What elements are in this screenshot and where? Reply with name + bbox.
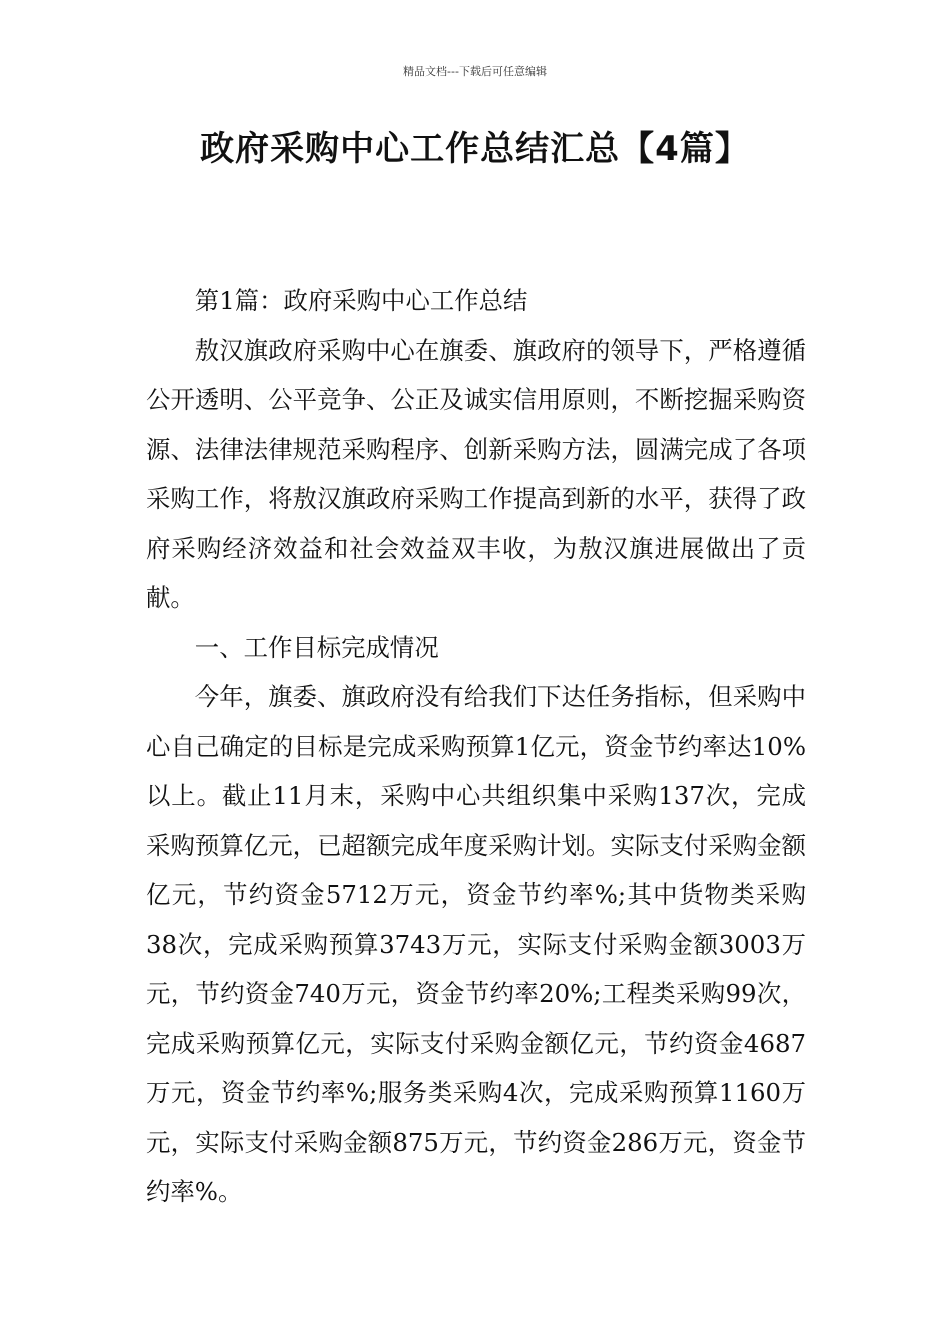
section-heading-2: 一、工作目标完成情况 [194,632,439,662]
body-paragraph: 敖汉旗政府采购中心在旗委、旗政府的领导下，严格遵循公开透明、公平竞争、公正及诚实信用原则，不断挖掘采购资源、法律法律规范采购程序、创新采购方法，圆满完成了各项采购工作，将敖汉旗政府采购工作提高到新的水平，获得了政府采购经济效益和社会效益双丰收，为敖汉旗进展做出了贡献。 [146,335,806,612]
header-note: 精品文档---下载后可任意编辑 [403,65,547,78]
document-body [146,276,806,1217]
body-paragraph: 今年，旗委、旗政府没有给我们下达任务指标，但采购中心自己确定的目标是完成采购预算1亿元，资金节约率达10%以上。截止11月末，采购中心共组织集中采购137次，完成采购预算亿元，已超额完成年度采购计划。实际支付采购金额亿元，节约资金5712万元，资金节约率%;其中货物类采购38次，完成采购预算3743万元，实际支付采购金额3003万元，节约资金740万元，资金节约率20%;工程类采购99次，完成采购预算亿元，实际支付采购金额亿元，节约资金4687万元，资金节约率%;服务类采购4次，完成采购预算1160万元，实际支付采购金额875万元，节约资金286万元，资金节约率%。 [146,682,806,1206]
document-title: 政府采购中心工作总结汇总【4篇】 [200,129,750,169]
section-heading-1: 第1篇：政府采购中心工作总结 [194,286,528,315]
